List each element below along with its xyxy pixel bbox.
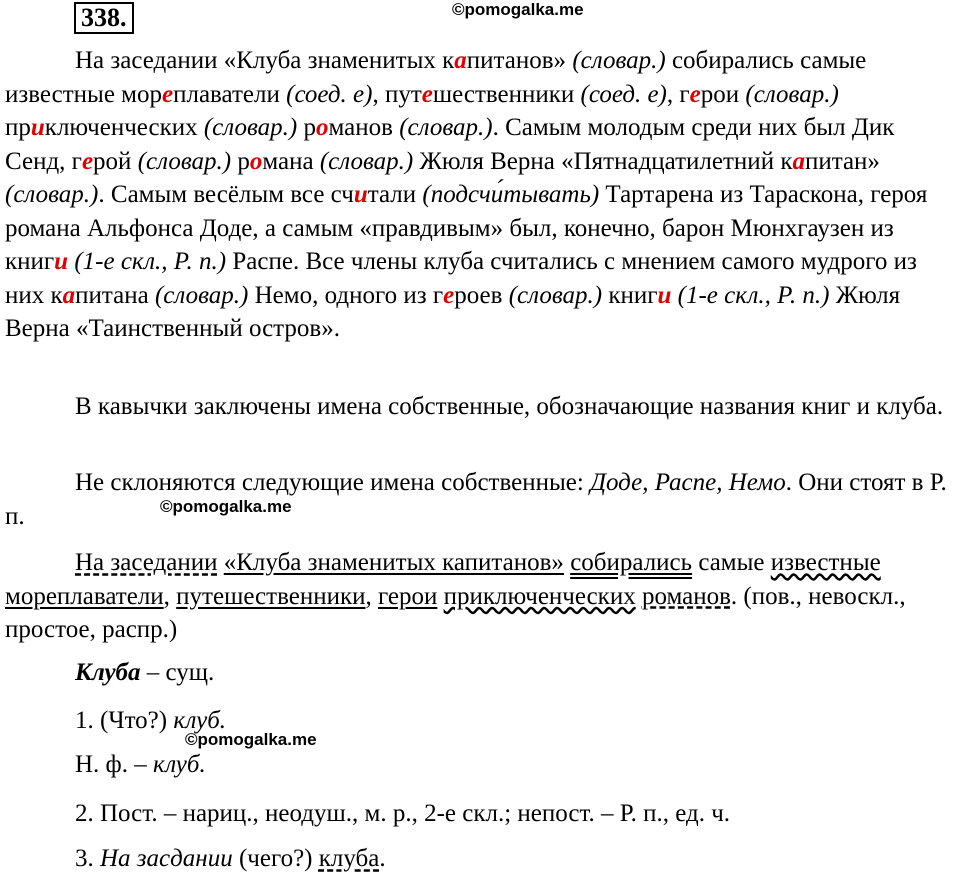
- quotes-paragraph: В кавычки заключены имена собственные, обозначающие названия книг и клуба.: [75, 393, 944, 420]
- morph-heading: Клуба – сущ.: [75, 659, 215, 686]
- parsed-sentence: На заседании «Клуба знаменитых капитанов» собирались самые известные мореплаватели, путешественники, герои приключенческих романов. (пов., невоскл., простое, распр.): [5, 549, 906, 643]
- morph-line-1: 1. (Что?) клуб.: [75, 707, 227, 734]
- watermark: ©pomogalka.me: [452, 0, 584, 19]
- morph-line-3: 3. На засдании (чего?) клуба.: [75, 845, 386, 872]
- exercise-number: 338.: [74, 2, 134, 34]
- main-paragraph: На заседании «Клуба знаменитых капитанов» (словар.) собирались самые известные мореплаватели (соед. е), путешественники (соед. е), герои (словар.) приключенческих (словар.) романов (словар.). Самым молодым среди них был Дик Сенд, герой (словар.) романа (словар.) Жюля Верна «Пятнадцатилетний капитан» (словар.). Самым весёлым все считали (подсчи́тывать) Тартарена из Тараскона, героя романа Альфонса Доде, а самым «правдивым» был, конечно, барон Мюнхгаузен из книги (1-е скл., Р. п.) Распе. Все члены клуба считались с мнением самого мудрого из них капитана (словар.) Немо, одного из героев (словар.) книги (1-е скл., Р. п.) Жюля Верна «Таинственный остров».: [5, 47, 928, 342]
- indeclinable-paragraph: Не склоняются следующие имена собственные: Доде, Распе, Немо. Они стоят в Р. п.: [5, 469, 947, 530]
- watermark: ©pomogalka.me: [160, 497, 292, 516]
- watermark: ©pomogalka.me: [185, 730, 317, 749]
- morph-line-2: 2. Пост. – нариц., неодуш., м. р., 2-е скл.; непост. – Р. п., ед. ч.: [75, 800, 731, 827]
- morph-initial-form: Н. ф. – клуб.: [75, 751, 206, 778]
